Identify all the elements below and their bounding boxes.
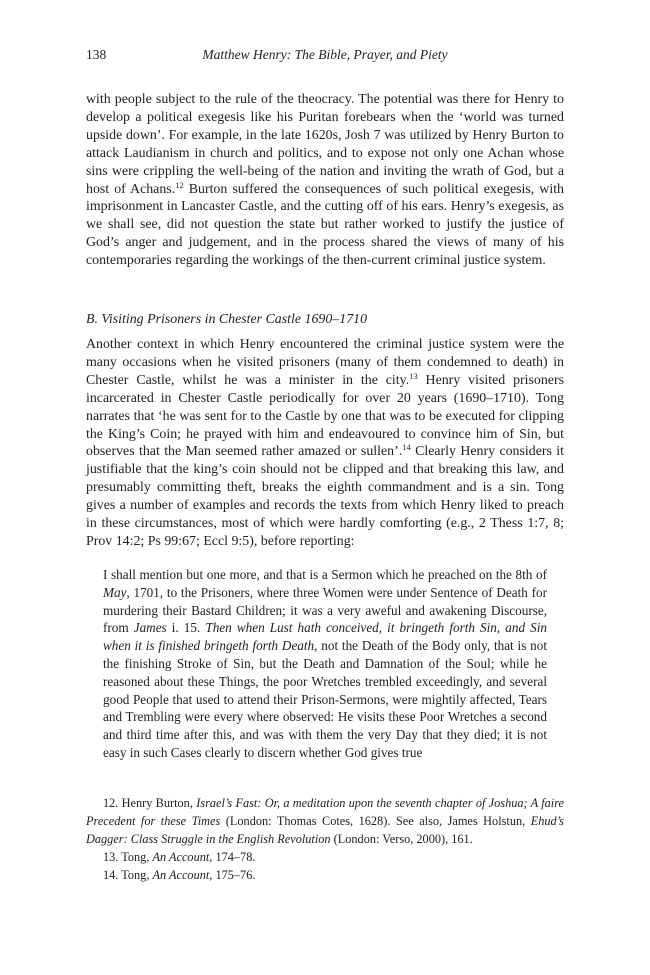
footnote-14: 14. Tong, An Account, 175–76. — [103, 868, 256, 882]
page-number: 138 — [86, 47, 107, 62]
page-header — [86, 46, 564, 64]
running-head: Matthew Henry: The Bible, Prayer, and Piety — [202, 47, 448, 62]
scripture-quote: Then when Lust hath conceived, it bringeth forth Sin, and Sin when it is finished bringeth forth Death — [103, 620, 547, 654]
paragraph-theocracy: with people subject to the rule of the theocracy. The potential was there for Henry to develop a political exegesis like his Puritan forebears when the ‘world was turned upside down’. For example, in the late 1620s, Josh 7 was utilized by Henry Burton to attack Laudianism in church and politics, and to expose not only one Achan whose sins were crippling the well-being of the nation and inviting the wrath of God, but a host of Achans.$^{12}$ Burton suffered the consequences of such political exegesis, with imprisonment in Lancaster Castle, and the cutting off of his ears. Henry’s exegesis, as we shall see, did not question the state but rather worked to justify the justice of God’s anger and judgement, and in the process shared the views of many of his contemporaries regarding the workings of the then-current criminal justice system. — [86, 92, 565, 269]
block-quote: I shall mention but one more, and that is a Sermon which he preached on the 8th of May, 1701, to the Prisoners, where three Women were under Sentence of Death for murdering their Bastard Children; it was a very aweful and awakening Discourse, from James i. 15. Then when Lust hath conceived, it bringeth forth Sin, and Sin when it is finished bringeth forth Death, not the Death of the Body only, that is not the finishing Stroke of Sin, but the Death and Damnation of the Soul; while he reasoned about these Things, the poor Wretches trembled exceedingly, and several good People that used to attend their Prison-Sermons, were mightily affected, Tears and Trembling were every where observed: He visits these Poor Wretches a second and third time after this, and was with them the very Day that they died; it is not easy in such Cases clearly to discern whether God gives true — [103, 567, 547, 760]
footnote-13: 13. Tong, An Account, 174–78. — [103, 850, 256, 864]
footnote-ref-12[interactable]: 12 — [175, 179, 184, 190]
section-heading: B. Visiting Prisoners in Chester Castle 1690–1710 — [86, 312, 368, 327]
paragraph-prisoners: Another context in which Henry encountered the criminal justice system were the many occasions when he visited prisoners (many of them condemned to death) in Chester Castle, whilst he was a minister in the city.$^{13}$ Henry visited prisoners incarcerated in Chester Castle periodically for over 20 years (1690–1710). Tong narrates that ‘he was sent for to the Castle by one that was to be executed for clipping the King’s Coin; he prayed with him and endeavoured to convince him of Sin, but observes that the Man seemed rather amazed or sullen’.$^{14}$ Clearly Henry considers it justifiable that the king’s coin should not be clipped and that breaking this law, and presumably committing theft, breaks the eighth commandment and is a sin. Tong gives a number of examples and records the texts from which Henry liked to preach in these circumstances, most of which were hardly comforting (e.g., 2 Thess 1:7, 8; Prov 14:2; Ps 99:67; Eccl 9:5), before reporting: — [86, 337, 564, 549]
footnote-ref-13[interactable]: 13 — [409, 370, 418, 381]
footnote-ref-14[interactable]: 14 — [402, 442, 411, 453]
footnote-12: 12. Henry Burton, Israel’s Fast: Or, a meditation upon the seventh chapter of Joshua; A faire Precedent for these Times (London: Thomas Cotes, 1628). See also, James Holstun, Ehud’s Dagger: Class Struggle in the English Revolution (London: Verso, 2000), 161. — [86, 796, 565, 846]
